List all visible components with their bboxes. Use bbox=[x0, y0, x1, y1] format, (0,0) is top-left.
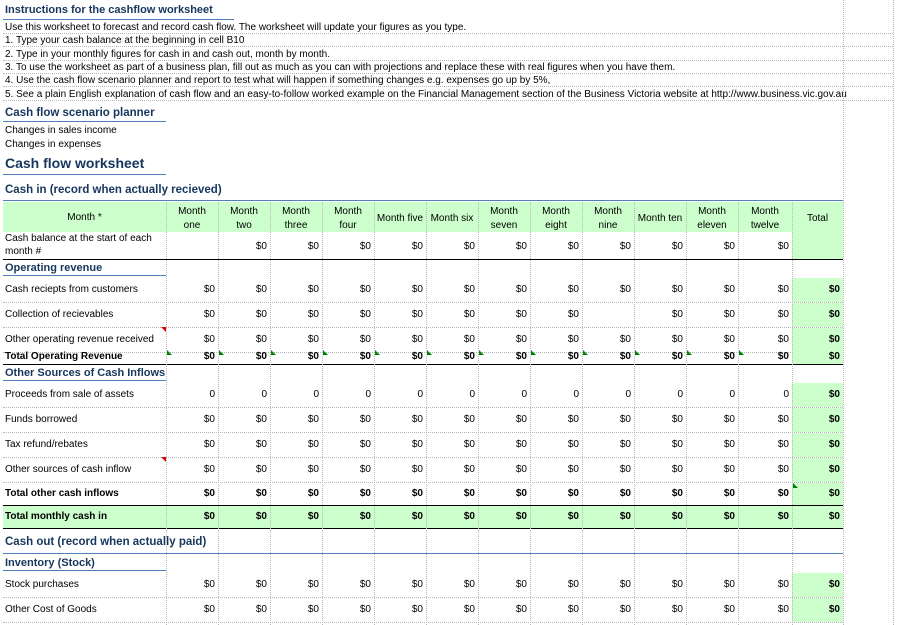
value-cell[interactable]: $0 bbox=[567, 439, 579, 450]
row-label-other: Proceeds from sale of assets bbox=[5, 389, 134, 400]
value-cell[interactable]: $0 bbox=[777, 351, 789, 362]
value-cell[interactable]: $0 bbox=[307, 351, 319, 362]
value-cell[interactable]: 0 bbox=[209, 389, 215, 400]
total-cell: $0 bbox=[792, 278, 843, 302]
other-sources-title: Other Sources of Cash Inflows bbox=[5, 367, 166, 379]
value-cell[interactable]: $0 bbox=[203, 488, 215, 499]
value-cell[interactable]: 0 bbox=[417, 389, 423, 400]
value-cell[interactable]: $0 bbox=[463, 604, 475, 615]
value-cell[interactable]: $0 bbox=[567, 414, 579, 425]
value-cell[interactable]: $0 bbox=[255, 464, 267, 475]
value-cell[interactable]: $0 bbox=[723, 284, 735, 295]
value-cell[interactable]: $0 bbox=[567, 309, 579, 320]
value-cell[interactable]: $0 bbox=[777, 464, 789, 475]
value-cell[interactable]: $0 bbox=[203, 309, 215, 320]
balance-label-2: month # bbox=[5, 246, 42, 257]
total-cell: $0 bbox=[792, 458, 843, 482]
value-cell[interactable]: $0 bbox=[515, 414, 527, 425]
value-cell[interactable]: $0 bbox=[515, 334, 527, 345]
month-header-3: Month bbox=[282, 206, 310, 217]
value-cell[interactable]: $0 bbox=[255, 488, 267, 499]
scenario-title: Cash flow scenario planner bbox=[5, 107, 155, 119]
error-indicator[interactable] bbox=[323, 350, 328, 355]
value-cell[interactable]: $0 bbox=[515, 604, 527, 615]
gridline bbox=[3, 380, 166, 381]
value-cell[interactable]: $0 bbox=[567, 464, 579, 475]
value-cell[interactable]: $0 bbox=[777, 334, 789, 345]
value-cell[interactable]: $0 bbox=[203, 414, 215, 425]
value-cell[interactable]: $0 bbox=[671, 488, 683, 499]
total-cell: $0 bbox=[792, 350, 843, 364]
value-cell[interactable]: $0 bbox=[619, 284, 631, 295]
value-cell[interactable]: $0 bbox=[255, 351, 267, 362]
total-cell: $0 bbox=[792, 408, 843, 432]
balance-cell[interactable]: $0 bbox=[463, 241, 475, 252]
gridline bbox=[270, 202, 271, 625]
value-cell[interactable]: $0 bbox=[515, 488, 527, 499]
value-cell[interactable]: $0 bbox=[463, 488, 475, 499]
gridline bbox=[166, 202, 167, 625]
value-cell[interactable]: $0 bbox=[671, 351, 683, 362]
value-cell[interactable]: $0 bbox=[723, 579, 735, 590]
value-cell[interactable]: $0 bbox=[307, 579, 319, 590]
row-label-other: Tax refund/rebates bbox=[5, 439, 88, 450]
gridline bbox=[686, 202, 687, 625]
value-cell[interactable]: $0 bbox=[671, 511, 683, 522]
value-cell[interactable]: $0 bbox=[203, 334, 215, 345]
value-cell[interactable]: $0 bbox=[463, 284, 475, 295]
value-cell[interactable]: $0 bbox=[777, 511, 789, 522]
month-header-4: Month bbox=[334, 206, 362, 217]
value-cell[interactable]: $0 bbox=[203, 579, 215, 590]
value-cell[interactable]: $0 bbox=[255, 414, 267, 425]
gridline bbox=[3, 174, 166, 175]
value-cell[interactable]: $0 bbox=[255, 579, 267, 590]
month-header-5: Month five bbox=[376, 213, 424, 224]
month-header-2: Month bbox=[230, 206, 258, 217]
scenario-item[interactable]: Changes in sales income bbox=[5, 125, 117, 136]
value-cell[interactable]: $0 bbox=[255, 309, 267, 320]
value-cell[interactable]: $0 bbox=[203, 284, 215, 295]
value-cell[interactable]: $0 bbox=[723, 488, 735, 499]
month-header-12-sub: twelve bbox=[750, 220, 780, 231]
balance-cell[interactable]: $0 bbox=[359, 241, 371, 252]
value-cell[interactable]: $0 bbox=[671, 309, 683, 320]
balance-cell[interactable]: $0 bbox=[777, 241, 789, 252]
value-cell[interactable]: $0 bbox=[463, 579, 475, 590]
value-cell[interactable]: $0 bbox=[203, 351, 215, 362]
gridline bbox=[792, 202, 793, 625]
instruction-line: 4. Use the cash flow scenario planner and report to test what will happen if something changes e.g. expenses go up by 5%, bbox=[5, 75, 551, 87]
value-cell[interactable]: $0 bbox=[307, 334, 319, 345]
value-cell[interactable]: $0 bbox=[307, 284, 319, 295]
total-cell: $0 bbox=[792, 433, 843, 457]
total-cell: $0 bbox=[792, 573, 843, 597]
gridline bbox=[893, 0, 894, 625]
value-cell[interactable]: $0 bbox=[515, 464, 527, 475]
value-cell[interactable]: $0 bbox=[567, 604, 579, 615]
error-indicator[interactable] bbox=[271, 350, 276, 355]
row-label-operating: Cash reciepts from customers bbox=[5, 284, 138, 295]
month-header-10: Month ten bbox=[637, 213, 683, 224]
month-header-4-sub: four bbox=[339, 220, 357, 231]
error-indicator[interactable] bbox=[739, 350, 744, 355]
instruction-line: 2. Type in your monthly figures for cash in and cash out, month by month. bbox=[5, 48, 330, 60]
value-cell[interactable]: $0 bbox=[515, 284, 527, 295]
value-cell[interactable]: $0 bbox=[359, 464, 371, 475]
gridline bbox=[218, 202, 219, 625]
worksheet-title: Cash flow worksheet bbox=[5, 155, 145, 171]
value-cell[interactable]: 0 bbox=[625, 389, 631, 400]
value-cell[interactable]: $0 bbox=[411, 439, 423, 450]
error-indicator[interactable] bbox=[687, 350, 692, 355]
value-cell[interactable]: $0 bbox=[619, 511, 631, 522]
value-cell[interactable]: $0 bbox=[359, 579, 371, 590]
cash-out-title: Cash out (record when actually paid) bbox=[5, 536, 207, 548]
value-cell[interactable]: $0 bbox=[307, 439, 319, 450]
row-label-operating: Collection of recievables bbox=[5, 309, 114, 320]
value-cell[interactable]: $0 bbox=[307, 414, 319, 425]
value-cell[interactable]: $0 bbox=[411, 511, 423, 522]
total-cell: $0 bbox=[792, 328, 843, 352]
instruction-line: Use this worksheet to forecast and record cash flow. The worksheet will update your figures as you type. bbox=[5, 22, 467, 33]
balance-cell[interactable]: $0 bbox=[671, 241, 683, 252]
value-cell[interactable]: $0 bbox=[515, 579, 527, 590]
value-cell[interactable]: $0 bbox=[567, 488, 579, 499]
gridline bbox=[582, 202, 583, 625]
instruction-line: 3. To use the worksheet as part of a business plan, fill out as much as you can with projections and replace these with real figures when you have them. bbox=[5, 61, 676, 73]
gridline bbox=[3, 528, 843, 529]
value-cell[interactable]: 0 bbox=[521, 389, 527, 400]
value-cell[interactable]: $0 bbox=[203, 439, 215, 450]
value-cell[interactable]: $0 bbox=[411, 351, 423, 362]
value-cell[interactable]: $0 bbox=[411, 488, 423, 499]
gridline bbox=[374, 202, 375, 625]
value-cell[interactable]: $0 bbox=[255, 439, 267, 450]
gridline bbox=[3, 200, 843, 201]
value-cell[interactable]: 0 bbox=[729, 389, 735, 400]
value-cell[interactable]: $0 bbox=[255, 284, 267, 295]
value-cell[interactable]: $0 bbox=[671, 284, 683, 295]
value-cell[interactable]: $0 bbox=[411, 414, 423, 425]
value-cell[interactable]: $0 bbox=[515, 439, 527, 450]
balance-cell[interactable]: $0 bbox=[619, 241, 631, 252]
value-cell[interactable]: $0 bbox=[567, 351, 579, 362]
total-cell: $0 bbox=[792, 506, 843, 528]
month-header-7-sub: seven bbox=[490, 220, 518, 231]
value-cell[interactable]: $0 bbox=[515, 309, 527, 320]
value-cell[interactable]: $0 bbox=[777, 579, 789, 590]
month-header-11: Month bbox=[698, 206, 726, 217]
gridline bbox=[3, 121, 166, 122]
error-indicator[interactable] bbox=[479, 350, 484, 355]
error-indicator[interactable] bbox=[793, 483, 798, 488]
error-indicator[interactable] bbox=[167, 350, 172, 355]
row-label-other: Other sources of cash inflow bbox=[5, 464, 132, 475]
value-cell[interactable]: $0 bbox=[777, 414, 789, 425]
value-cell[interactable]: $0 bbox=[359, 284, 371, 295]
row-label-other: Funds borrowed bbox=[5, 414, 78, 425]
value-cell[interactable]: $0 bbox=[463, 464, 475, 475]
error-indicator[interactable] bbox=[375, 350, 380, 355]
gridline bbox=[478, 202, 479, 625]
error-indicator[interactable] bbox=[427, 350, 432, 355]
balance-cell[interactable]: $0 bbox=[255, 241, 267, 252]
value-cell[interactable]: $0 bbox=[671, 604, 683, 615]
value-cell[interactable]: $0 bbox=[463, 511, 475, 522]
value-cell[interactable]: $0 bbox=[567, 579, 579, 590]
month-header-11-sub: eleven bbox=[697, 220, 727, 231]
total-monthly-label: Total monthly cash in bbox=[5, 511, 108, 522]
value-cell[interactable]: $0 bbox=[619, 351, 631, 362]
value-cell[interactable]: $0 bbox=[359, 511, 371, 522]
balance-cell[interactable]: $0 bbox=[567, 241, 579, 252]
value-cell[interactable]: $0 bbox=[723, 511, 735, 522]
value-cell[interactable]: $0 bbox=[307, 511, 319, 522]
balance-label-1: Cash balance at the start of each bbox=[5, 233, 152, 244]
total-cell: $0 bbox=[792, 383, 843, 407]
value-cell[interactable]: $0 bbox=[411, 604, 423, 615]
value-cell[interactable]: $0 bbox=[671, 439, 683, 450]
value-cell[interactable]: $0 bbox=[723, 414, 735, 425]
gridline bbox=[3, 553, 843, 554]
value-cell[interactable]: $0 bbox=[671, 414, 683, 425]
gridline bbox=[3, 275, 166, 276]
gridline bbox=[3, 622, 843, 623]
total-operating-label: Total Operating Revenue bbox=[5, 351, 123, 362]
value-cell[interactable]: $0 bbox=[307, 604, 319, 615]
gridline bbox=[530, 202, 531, 625]
month-header-8-sub: eight bbox=[545, 220, 567, 231]
value-cell[interactable]: $0 bbox=[359, 351, 371, 362]
value-cell[interactable]: $0 bbox=[619, 488, 631, 499]
scenario-item[interactable]: Changes in expenses bbox=[5, 139, 102, 150]
month-header-9: Month bbox=[594, 206, 622, 217]
total-cell: $0 bbox=[792, 483, 843, 505]
balance-cell[interactable]: $0 bbox=[723, 241, 735, 252]
gridline bbox=[426, 202, 427, 625]
inventory-title: Inventory (Stock) bbox=[5, 557, 95, 569]
instructions-title: Instructions for the cashflow worksheet bbox=[5, 4, 213, 16]
cash-in-title: Cash in (record when actually recieved) bbox=[5, 184, 222, 196]
instruction-line: 5. See a plain English explanation of cash flow and an easy-to-follow worked example on the Financial Management section of the Business Victoria website at http://www.business.vic.gov.au bbox=[5, 88, 847, 100]
error-indicator[interactable] bbox=[635, 350, 640, 355]
gridline bbox=[634, 202, 635, 625]
month-header-8: Month bbox=[542, 206, 570, 217]
value-cell[interactable]: $0 bbox=[255, 511, 267, 522]
gridline bbox=[3, 364, 843, 365]
month-header-1-sub: one bbox=[183, 220, 201, 231]
balance-cell[interactable]: $0 bbox=[307, 241, 319, 252]
balance-cell[interactable]: $0 bbox=[515, 241, 527, 252]
value-cell[interactable]: $0 bbox=[411, 464, 423, 475]
value-cell[interactable]: $0 bbox=[515, 351, 527, 362]
month-header-1: Month bbox=[178, 206, 206, 217]
error-indicator[interactable] bbox=[531, 350, 536, 355]
total-cell: $0 bbox=[792, 303, 843, 327]
value-cell[interactable]: $0 bbox=[463, 334, 475, 345]
value-cell[interactable]: $0 bbox=[411, 334, 423, 345]
value-cell[interactable]: $0 bbox=[567, 334, 579, 345]
value-cell[interactable]: $0 bbox=[359, 439, 371, 450]
value-cell[interactable]: $0 bbox=[411, 579, 423, 590]
total-header: Total bbox=[806, 213, 829, 224]
value-cell[interactable]: $0 bbox=[307, 309, 319, 320]
row-label-inventory: Other Cost of Goods bbox=[5, 604, 97, 615]
value-cell[interactable]: $0 bbox=[619, 414, 631, 425]
row-label-operating: Other operating revenue received bbox=[5, 334, 154, 345]
value-cell[interactable]: $0 bbox=[307, 464, 319, 475]
month-header-7: Month bbox=[490, 206, 518, 217]
value-cell[interactable]: $0 bbox=[619, 604, 631, 615]
value-cell[interactable]: $0 bbox=[411, 284, 423, 295]
value-cell[interactable]: 0 bbox=[783, 389, 789, 400]
value-cell[interactable]: $0 bbox=[671, 579, 683, 590]
value-cell[interactable]: $0 bbox=[671, 334, 683, 345]
balance-cell[interactable]: $0 bbox=[411, 241, 423, 252]
value-cell[interactable]: $0 bbox=[777, 439, 789, 450]
total-cell: $0 bbox=[792, 598, 843, 622]
value-cell[interactable]: $0 bbox=[463, 351, 475, 362]
value-cell[interactable]: $0 bbox=[411, 309, 423, 320]
value-cell[interactable]: $0 bbox=[463, 309, 475, 320]
value-cell[interactable]: $0 bbox=[463, 414, 475, 425]
value-cell[interactable]: $0 bbox=[619, 334, 631, 345]
value-cell[interactable]: $0 bbox=[515, 511, 527, 522]
value-cell[interactable]: $0 bbox=[777, 488, 789, 499]
gridline bbox=[322, 202, 323, 625]
value-cell[interactable]: $0 bbox=[723, 351, 735, 362]
value-cell[interactable]: $0 bbox=[255, 334, 267, 345]
row-label-inventory: Stock purchases bbox=[5, 579, 79, 590]
value-cell[interactable]: $0 bbox=[777, 284, 789, 295]
value-cell[interactable]: $0 bbox=[619, 464, 631, 475]
value-cell[interactable]: $0 bbox=[359, 414, 371, 425]
value-cell[interactable]: $0 bbox=[671, 464, 683, 475]
value-cell[interactable]: $0 bbox=[777, 604, 789, 615]
value-cell[interactable]: $0 bbox=[359, 334, 371, 345]
value-cell[interactable]: $0 bbox=[723, 464, 735, 475]
value-cell[interactable]: 0 bbox=[573, 389, 579, 400]
month-header-label: Month * bbox=[67, 212, 102, 223]
value-cell[interactable]: $0 bbox=[463, 439, 475, 450]
month-header-12: Month bbox=[751, 206, 779, 217]
gridline bbox=[3, 259, 843, 260]
balance-cell[interactable] bbox=[166, 240, 218, 253]
gridline bbox=[3, 19, 234, 20]
value-cell[interactable]: $0 bbox=[619, 579, 631, 590]
operating-revenue-title: Operating revenue bbox=[5, 262, 103, 274]
value-cell[interactable]: $0 bbox=[255, 604, 267, 615]
month-header-6: Month six bbox=[430, 213, 474, 224]
value-cell[interactable]: $0 bbox=[203, 511, 215, 522]
error-indicator[interactable] bbox=[583, 350, 588, 355]
instruction-line: 1. Type your cash balance at the beginning in cell B10 bbox=[5, 35, 245, 47]
value-cell[interactable]: $0 bbox=[203, 604, 215, 615]
value-cell[interactable] bbox=[582, 303, 634, 327]
month-header-9-sub: nine bbox=[598, 220, 618, 231]
value-cell[interactable]: $0 bbox=[359, 309, 371, 320]
value-cell[interactable]: $0 bbox=[619, 439, 631, 450]
gridline bbox=[3, 570, 166, 571]
value-cell[interactable]: $0 bbox=[567, 284, 579, 295]
error-indicator[interactable] bbox=[219, 350, 224, 355]
value-cell[interactable]: 0 bbox=[365, 389, 371, 400]
value-cell[interactable]: $0 bbox=[723, 439, 735, 450]
value-cell[interactable]: $0 bbox=[777, 309, 789, 320]
value-cell[interactable]: $0 bbox=[359, 604, 371, 615]
value-cell[interactable]: $0 bbox=[723, 604, 735, 615]
value-cell[interactable]: $0 bbox=[723, 309, 735, 320]
gridline bbox=[3, 100, 893, 101]
gridline bbox=[843, 0, 844, 625]
month-header-3-sub: three bbox=[284, 220, 308, 231]
value-cell[interactable]: $0 bbox=[307, 488, 319, 499]
value-cell[interactable]: 0 bbox=[677, 389, 683, 400]
month-header-2-sub: two bbox=[236, 220, 252, 231]
value-cell[interactable]: $0 bbox=[359, 488, 371, 499]
value-cell[interactable]: 0 bbox=[261, 389, 267, 400]
value-cell[interactable]: $0 bbox=[203, 464, 215, 475]
gridline bbox=[738, 202, 739, 625]
value-cell[interactable]: $0 bbox=[567, 511, 579, 522]
value-cell[interactable]: $0 bbox=[723, 334, 735, 345]
value-cell[interactable]: 0 bbox=[313, 389, 319, 400]
value-cell[interactable]: 0 bbox=[469, 389, 475, 400]
total-other-label: Total other cash inflows bbox=[5, 488, 119, 499]
